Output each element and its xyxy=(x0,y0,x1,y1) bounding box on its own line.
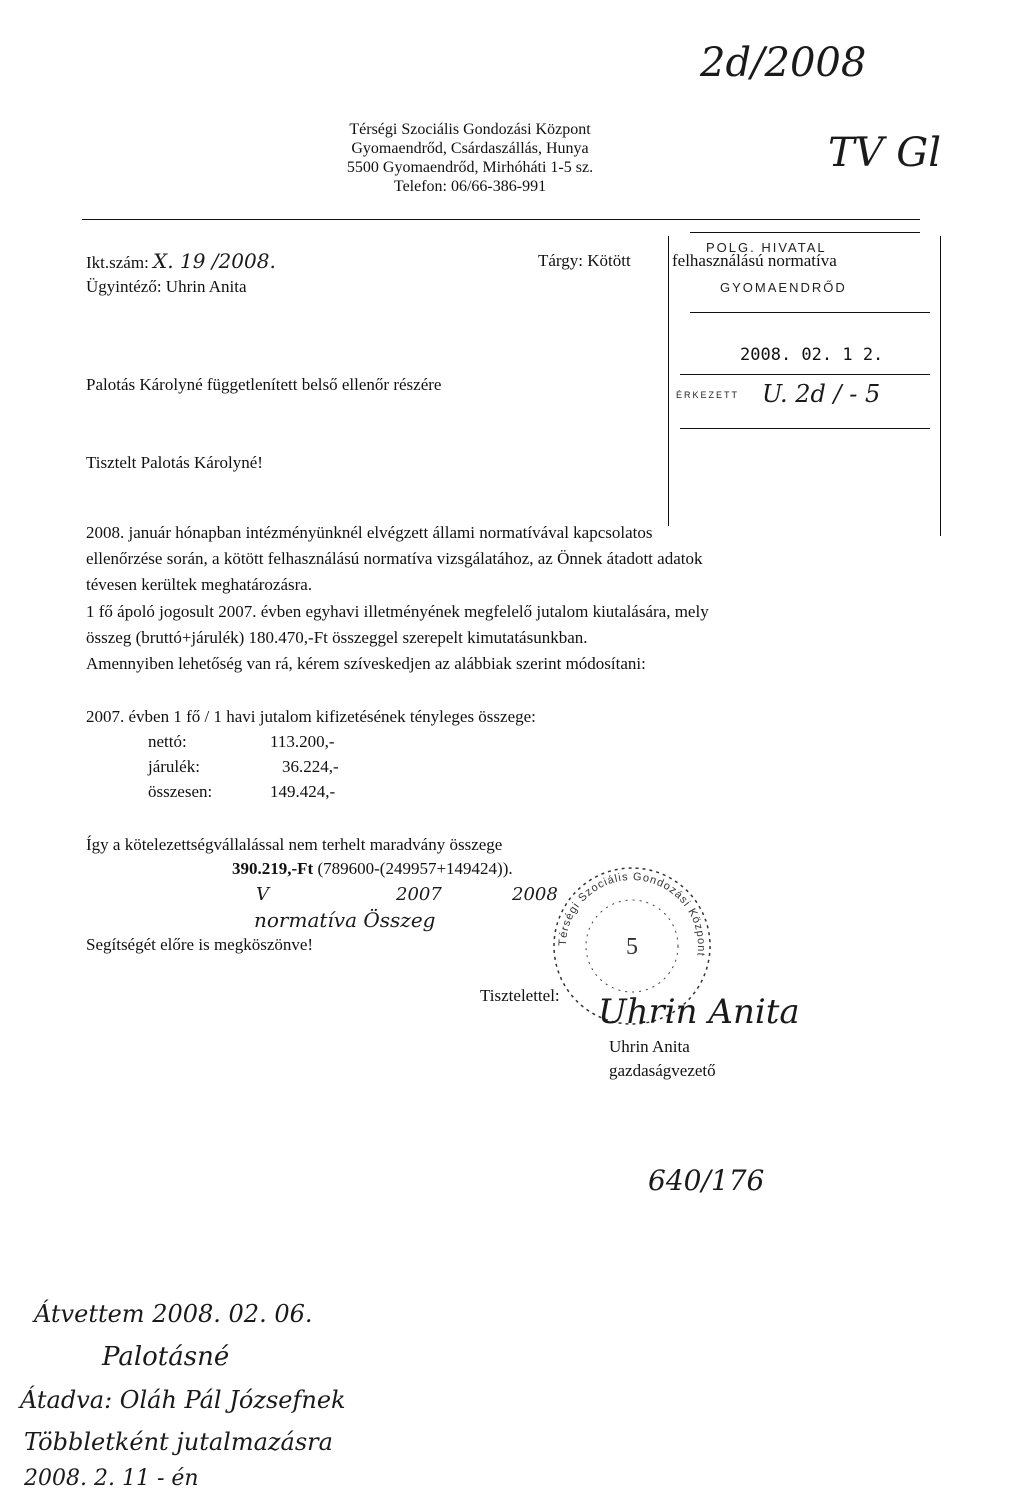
bottom-note-line-1: Átvettem 2008. 02. 06. xyxy=(34,1300,313,1328)
stamp-left-border xyxy=(668,236,669,526)
letterhead-address: 5500 Gyomaendrőd, Mirhóháti 1-5 sz. xyxy=(346,159,594,176)
letterhead xyxy=(260,120,680,196)
stamp-right-border xyxy=(940,236,941,536)
case-officer: Ügyintéző: Uhrin Anita xyxy=(86,277,247,296)
seal-ring-text: Térségi Szociális Gondozási Központ xyxy=(556,870,708,958)
lower-number-handwriting: 640/176 xyxy=(648,1164,765,1197)
mid-note-mark: V xyxy=(256,884,269,905)
bottom-note-line-4: Többletként jutalmazásra xyxy=(24,1428,333,1456)
signatory-title: gazdaságvezető xyxy=(609,1061,716,1080)
body-p2-line1: 1 fő ápoló jogosult 2007. évben egyhavi illetményének megfelelő jutalom kiutalására, mely xyxy=(86,602,709,621)
signatory-name: Uhrin Anita xyxy=(609,1037,690,1056)
subject-rest: felhasználású normatíva xyxy=(672,251,837,270)
salutation: Tisztelt Palotás Károlyné! xyxy=(86,453,263,472)
stamp-divider-1 xyxy=(690,312,930,313)
mid-note-year-2: 2008 xyxy=(512,884,558,905)
stamp-received-label: ÉRKEZETT xyxy=(676,390,740,400)
mid-note-text: normatíva Összeg xyxy=(254,908,436,932)
body-p1-line1: 2008. január hónapban intézményünknél elvégzett állami normatívával kapcsolatos xyxy=(86,523,653,542)
top-code-handwriting: TV Gl xyxy=(828,130,942,176)
seal-center-text: 5 xyxy=(626,934,638,960)
remainder-amount-bold: 390.219,-Ft xyxy=(232,859,314,878)
bottom-note-line-2: Palotásné xyxy=(102,1342,230,1372)
letterhead-phone: Telefon: 06/66-386-991 xyxy=(393,178,547,195)
letterhead-rule xyxy=(82,219,920,220)
amount-row-total xyxy=(148,781,380,803)
stamp-top-border xyxy=(690,232,920,233)
ikt-label: Ikt.szám: xyxy=(86,253,149,272)
subject-label: Tárgy: Kötött xyxy=(538,251,631,270)
ikt-row xyxy=(86,250,276,274)
amount-value: 36.224,- xyxy=(282,757,339,776)
body-p3-line1: 2007. évben 1 fő / 1 havi jutalom kifizetésének tényleges összege: xyxy=(86,707,536,726)
amount-value: 113.200,- xyxy=(270,732,335,751)
stamp-line-2: GYOMAENDRŐD xyxy=(720,280,847,295)
stamp-divider-3 xyxy=(680,428,930,429)
mid-note-year-1: 2007 xyxy=(396,884,442,905)
letterhead-towns: Gyomaendrőd, Csárdaszállás, Hunya xyxy=(351,140,589,157)
closing: Segítségét előre is megköszönve! xyxy=(86,935,314,954)
amount-row-contribution xyxy=(148,756,392,778)
body-p1-line2: ellenőrzése során, a kötött felhasználású normatíva vizsgálatához, az Önnek átadott adatok xyxy=(86,549,703,568)
amount-label: járulék: xyxy=(148,757,200,776)
remainder-line: Így a kötelezettségvállalással nem terhelt maradvány összege xyxy=(86,835,503,854)
remainder-amount-formula: (789600-(249957+149424)). xyxy=(313,859,513,878)
signature-handwriting: Uhrin Anita xyxy=(598,992,800,1032)
letterhead-name: Térségi Szociális Gondozási Központ xyxy=(349,121,591,138)
amount-label: nettó: xyxy=(148,732,187,751)
bottom-note-line-3: Átadva: Oláh Pál Józsefnek xyxy=(20,1386,346,1414)
stamp-date: 2008. 02. 1 2. xyxy=(740,345,884,365)
stamp-divider-2 xyxy=(680,374,930,375)
amount-value: 149.424,- xyxy=(270,782,336,801)
ikt-number-handwriting: X. 19 /2008. xyxy=(153,249,276,273)
body-p2-line2: összeg (bruttó+járulék) 180.470,-Ft összeggel szerepelt kimutatásunkban. xyxy=(86,628,588,647)
top-reference-handwriting: 2d/2008 xyxy=(700,40,867,86)
body-p2-line3: Amennyiben lehetőség van rá, kérem szíveskedjen az alábbiak szerint módosítani: xyxy=(86,654,646,673)
recipient: Palotás Károlyné függetlenített belső ellenőr részére xyxy=(86,375,442,394)
bottom-note-line-5: 2008. 2. 11 - én xyxy=(24,1466,199,1491)
stamp-line-1: POLG. HIVATAL xyxy=(706,240,827,255)
remainder-amount xyxy=(232,858,513,880)
signature-label: Tisztelettel: xyxy=(480,986,560,1005)
amount-row-net xyxy=(148,731,380,753)
stamp-number-handwriting: U. 2d / - 5 xyxy=(762,380,881,408)
amount-label: összesen: xyxy=(148,782,213,801)
body-p1-line3: tévesen kerültek meghatározásra. xyxy=(86,575,313,594)
